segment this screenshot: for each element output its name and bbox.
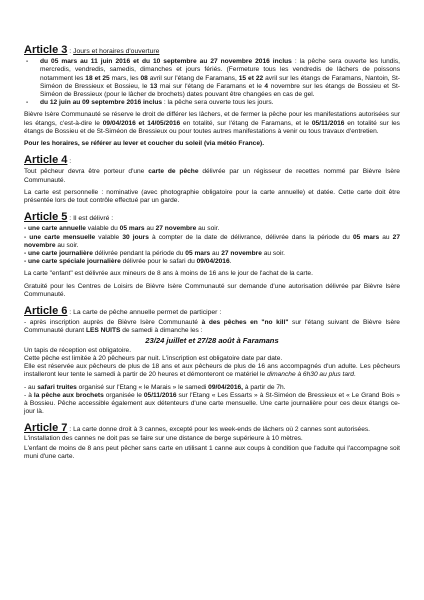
article-6-header: Article 6 : La carte de pêche annuelle permet de participer :: [24, 305, 222, 318]
paragraph: Elle est réservée aux pêcheurs de plus de 18 ans et aux pêcheurs de plus de 16 ans accompagnés d'un adulte. Les pêcheurs installeront leur tente le samedi à partir de 20 heures et démonteront ce matériel le dimanche à 6h30 au plus tard.: [24, 363, 400, 379]
article-6-subtitle: La carte de pêche annuelle permet de participer :: [73, 309, 222, 317]
paragraph: Un tapis de réception est obligatoire.: [24, 346, 132, 354]
article-4-title: Article 4: [24, 154, 68, 167]
list-item: - une carte journalière délivrée pendant la période du 05 mars au 27 novembre au soir.: [24, 250, 285, 258]
paragraph: - à la pêche aux brochets organisée le 05/11/2016 sur l'Etang « Les Essarts » à St-Siméon de Bressieux et « Le Grand Bois » à Bossieu. Pêche accessible également aux détenteurs d'une carte mensuelle. Une carte journalière pour ces deux étangs ce-jour là.: [24, 391, 400, 416]
paragraph: Pour les horaires, se référer au lever et coucher du soleil (via météo France).: [24, 140, 265, 148]
list-item: - du 05 mars au 11 juin 2016 et du 10 septembre au 27 novembre 2016 inclus : la pêche sera ouverte les lundis, mercredis, vendredis, samedis, dimanches et jours fériés. (Fermeture tous les vendredis de lâchers de poissons notamment les 18 et 25 mars, les 08 avril sur l'étang de Faramans, 15 et 22 avril sur les étangs de Faramans, Nantoin, St-Siméon de Bressieux et Bossieu, le 13 mai sur l'étang de Faramans et le 4 novembre sur les étangs de Bossieu et St-Siméon de Bressieux (pour le lâcher de brochets) dates pouvant être changées en cas de gel.: [24, 58, 400, 99]
paragraph: L'enfant de moins de 8 ans peut pêcher sans carte en utilisant 1 canne aux coups à condition que l'adulte qui l'accompagne soit muni d'une carte.: [24, 444, 400, 460]
article-5-header: Article 5 : Il est délivré :: [24, 211, 114, 224]
list-item: - du 12 juin au 09 septembre 2016 inclus : la pêche sera ouverte tous les jours.: [24, 99, 400, 107]
paragraph: Cette pêche est limitée à 20 pêcheurs par nuit. L'inscription est obligatoire date par date.: [24, 354, 283, 362]
list-item: - une carte annuelle valable du 05 mars au 27 novembre au soir.: [24, 225, 220, 233]
article-4-header: Article 4 :: [24, 154, 72, 167]
article-4: [24, 154, 400, 205]
article-5-title: Article 5: [24, 211, 68, 224]
article-7-intro: La carte donne droit à 3 cannes, excepté pour les week-ends de lâchers où 2 cannes sont autorisées. L'installation des cannes ne doit pas se faire sur une distance de berge supérieure à 10 mètres.: [24, 426, 370, 442]
list-item: - une carte spéciale journalière délivrée pour le safari du 09/04/2016.: [24, 258, 232, 266]
paragraph: Gratuité pour les Centres de Loisirs de Bièvre Isère Communauté sur demande d'une autorisation délivrée par Bièvre Isère Communauté.: [24, 282, 400, 298]
article-6: [24, 305, 400, 416]
article-7: [24, 422, 400, 461]
list-item: - une carte mensuelle valable 30 jours à compter de la date de délivrance, délivrée dans la période du 05 mars au 27 novembre au soir.: [24, 233, 401, 249]
opening-periods-list: [24, 58, 400, 107]
article-7-header: Article 7 : La carte donne droit à 3 cannes, excepté pour les week-ends de lâchers où 2 cannes sont autorisées. L'installation des cannes ne doit pas se faire sur une distance de berge supérieure à 10 mètres.: [24, 422, 370, 442]
paragraph: - après inscription auprès de Bièvre Isère Communauté à des pêches en "no kill" sur l'étang suivant de Bièvre Isère Communauté durant LES NUITS de samedi à dimanche les :: [24, 319, 400, 335]
article-3-title: Article 3: [24, 44, 68, 56]
paragraph: La carte est personnelle : nominative (avec photographie obligatoire pour la carte annuelle) et datée. Cette carte doit être présentée lors de tout contrôle effectué par un garde.: [24, 188, 400, 205]
article-3-subtitle: Jours et horaires d'ouverture: [73, 48, 160, 55]
paragraph: - au safari truites organisé sur l'Etang « le Marais » le samedi 09/04/2016, à partir de 7h.: [24, 383, 286, 391]
article-3: [24, 44, 400, 148]
no-kill-dates: 23/24 juillet et 27/28 août à Faramans: [145, 335, 279, 345]
card-types-list: [24, 225, 400, 266]
document-page: [24, 0, 400, 461]
article-6-title: Article 6: [24, 305, 68, 318]
paragraph: Bièvre Isère Communauté se réserve le droit de différer les lâchers, et de fermer la pêche pour les manifestations autorisées sur les étangs, c'est-à-dire le 09/04/2016 et 14/05/2016 en totalité, sur l'étang de Faramans, et le 05/11/2016 en totalité sur les étangs de Bossieu et de St-Siméon de Bressieux ou pour toutes autres manifestations à venir ou tous travaux d'entretien.: [24, 111, 400, 135]
article-5: [24, 211, 400, 299]
article-5-subtitle: Il est délivré :: [73, 215, 114, 223]
paragraph: Tout pêcheur devra être porteur d'une carte de pêche délivrée par un régisseur de recettes nommé par Bièvre Isère Communauté.: [24, 168, 400, 184]
article-7-title: Article 7: [24, 422, 68, 435]
paragraph: La carte "enfant" est délivrée aux mineurs de 8 ans à moins de 16 ans le jour de l'achat de la carte.: [24, 270, 313, 278]
article-3-header: Article 3 : Jours et horaires d'ouverture: [24, 44, 160, 56]
